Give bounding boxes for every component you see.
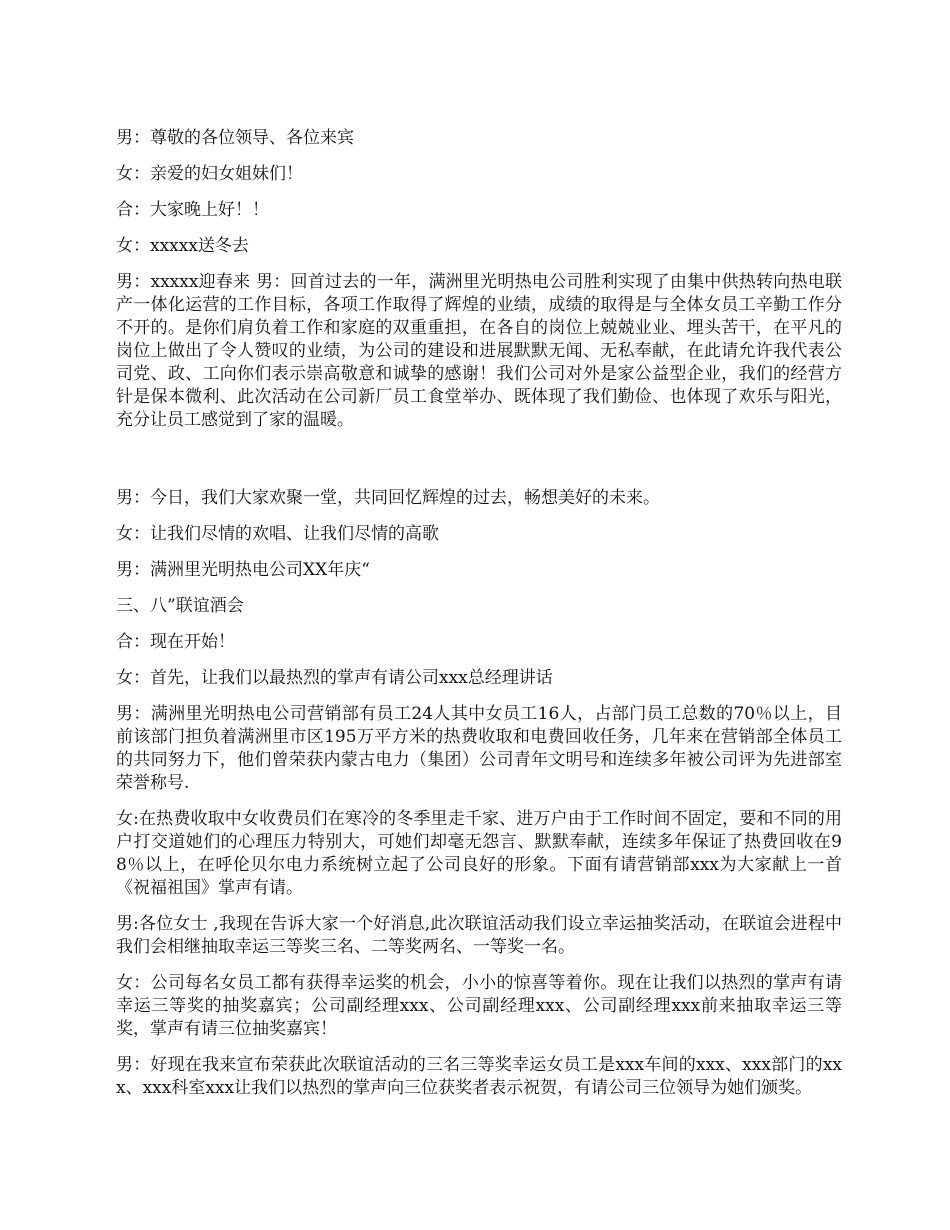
paragraph: 合：大家晚上好！！: [116, 200, 269, 220]
paragraph: 男：今日，我们大家欢聚一堂，共同回忆辉煌的过去，畅想美好的未来。: [116, 488, 660, 508]
paragraph: 男:各位女士 ,我现在告诉大家一个好消息,此次联谊活动我们设立幸运抽奖活动，在联谊会进程中我们会相继抽取幸运三等奖三名、二等奖两名、一等奖一名。: [116, 914, 842, 957]
paragraph: 合：现在开始！: [116, 632, 235, 652]
paragraph: 男：满洲里光明热电公司营销部有员工24人其中女员工16人，占部门员工总数的70％以上，目前该部门担负着满洲里市区195万平方米的热费收取和电费回收任务，几年来在营销部全体员工的共同努力下，他们曾荣获内蒙古电力（集团）公司青年文明号和连续多年被公司评为先进部室荣誉称号.: [116, 704, 842, 793]
paragraph: 女：亲爱的妇女姐妹们！: [116, 164, 303, 184]
paragraph: 男：满洲里光明热电公司XX年庆“: [116, 560, 370, 580]
paragraph: 三、八”联谊酒会: [116, 596, 244, 616]
paragraph: 女：让我们尽情的欢唱、让我们尽情的高歌: [116, 524, 439, 544]
paragraph: 女：公司每名女员工都有获得幸运奖的机会，小小的惊喜等着你。现在让我们以热烈的掌声有请幸运三等奖的抽奖嘉宾；公司副经理xxx、公司副经理xxx、公司副经理xxx前来抽取幸运三等奖，掌声有请三位抽奖嘉宾！: [116, 973, 842, 1039]
paragraph: 女：xxxxx送冬去: [116, 236, 249, 256]
blank-line: [116, 445, 842, 487]
paragraph: 男：好现在我来宣布荣获此次联谊活动的三名三等奖幸运女员工是xxx车间的xxx、xxx部门的xxx、xxx科室xxx让我们以热烈的掌声向三位获奖者表示祝贺，有请公司三位领导为她们颁奖。: [116, 1055, 842, 1098]
paragraph: 男：xxxxx迎春来 男：回首过去的一年，满洲里光明热电公司胜利实现了由集中供热转向热电联产一体化运营的工作目标，各项工作取得了辉煌的业绩，成绩的取得是与全体女员工辛勤工作分不开的。是你们肩负着工作和家庭的双重重担，在各自的岗位上兢兢业业、埋头苦干，在平凡的岗位上做出了令人赞叹的业绩，为公司的建设和进展默默无闻、无私奉献，在此请允许我代表公司党、政、工向你们表示崇高敬意和诚挚的感谢！我们公司对外是家公益型企业，我们的经营方针是保本微利、此次活动在公司新厂员工食堂举办、既体现了我们勤俭、也体现了欢乐与阳光，充分让员工感觉到了家的温暖。: [116, 272, 842, 430]
paragraph: 女:在热费收取中女收费员们在寒冷的冬季里走千家、进万户由于工作时间不固定，要和不同的用户打交道她们的心理压力特别大，可她们却毫无怨言、默默奉献，连续多年保证了热费回收在98％以上，在呼伦贝尔电力系统树立起了公司良好的形象。下面有请营销部xxx为大家献上一首《祝福祖国》掌声有请。: [116, 809, 842, 898]
paragraph: 女：首先，让我们以最热烈的掌声有请公司xxx总经理讲话: [116, 668, 553, 688]
document-body: [116, 127, 842, 1113]
paragraph: 男：尊敬的各位领导、各位来宾: [116, 128, 354, 148]
